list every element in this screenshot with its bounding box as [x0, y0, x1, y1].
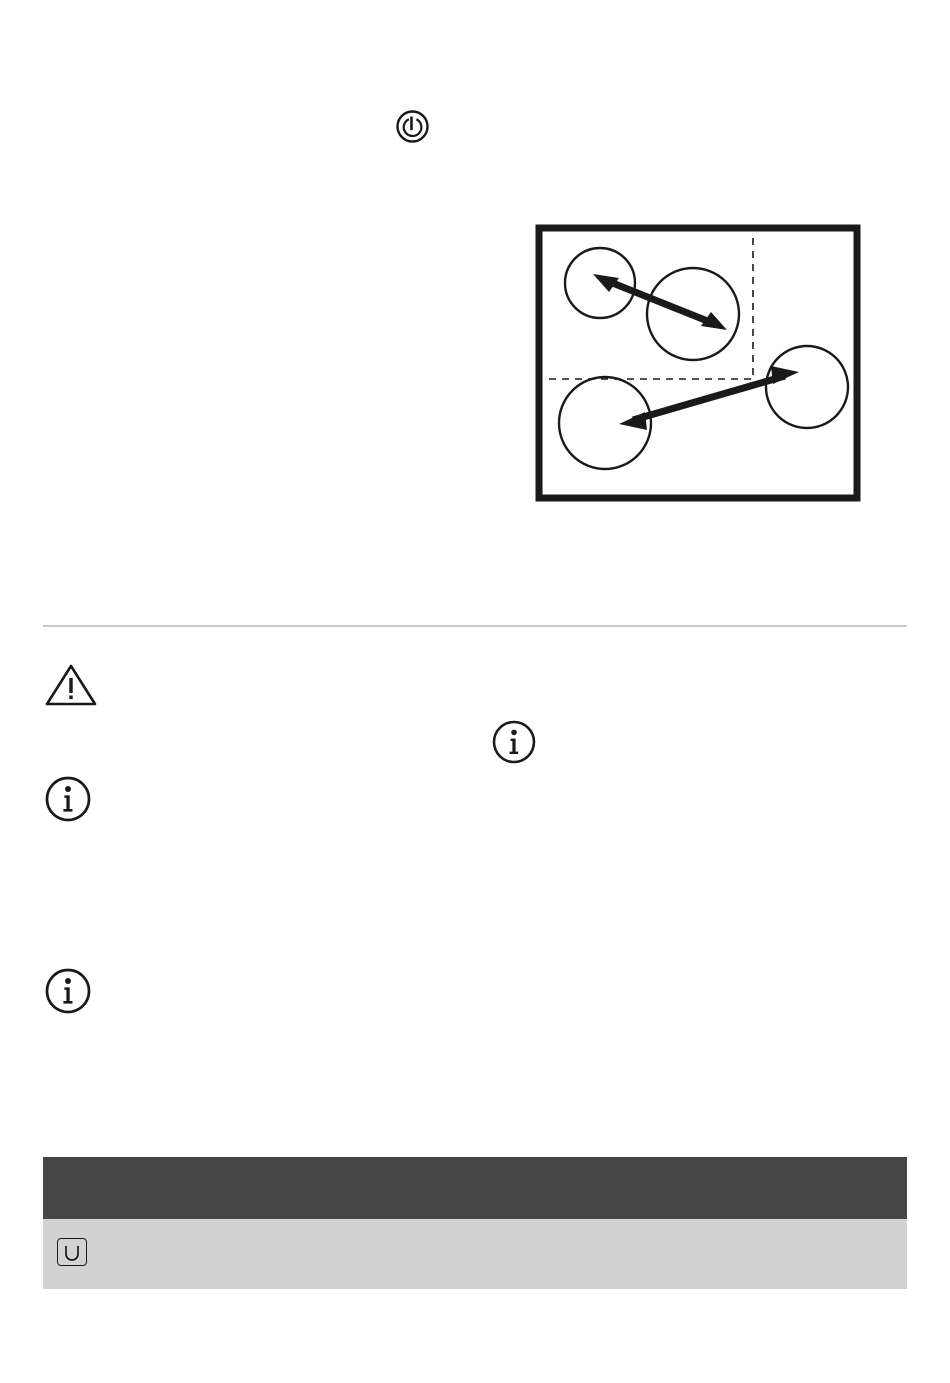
table-cell-value — [535, 1219, 623, 1289]
information-icon — [492, 720, 536, 764]
symbol-legend-table — [43, 1157, 907, 1289]
hob-cooking-zones-diagram — [535, 224, 861, 502]
table-header-value — [535, 1157, 623, 1219]
table-cell-symbol — [43, 1219, 226, 1289]
information-icon — [45, 776, 91, 822]
table-cell-notes — [623, 1219, 907, 1289]
power-standby-symbol — [396, 110, 429, 143]
information-icon — [45, 968, 91, 1014]
table-row — [43, 1219, 907, 1289]
warning-triangle-icon — [45, 663, 97, 707]
table-header-symbol — [43, 1157, 226, 1219]
section-divider — [43, 625, 907, 627]
table-header-notes — [623, 1157, 907, 1219]
table-cell-description — [226, 1219, 535, 1289]
table-header-row — [43, 1157, 907, 1219]
pan-support-symbol-icon — [57, 1238, 87, 1266]
table-header-description — [226, 1157, 535, 1219]
